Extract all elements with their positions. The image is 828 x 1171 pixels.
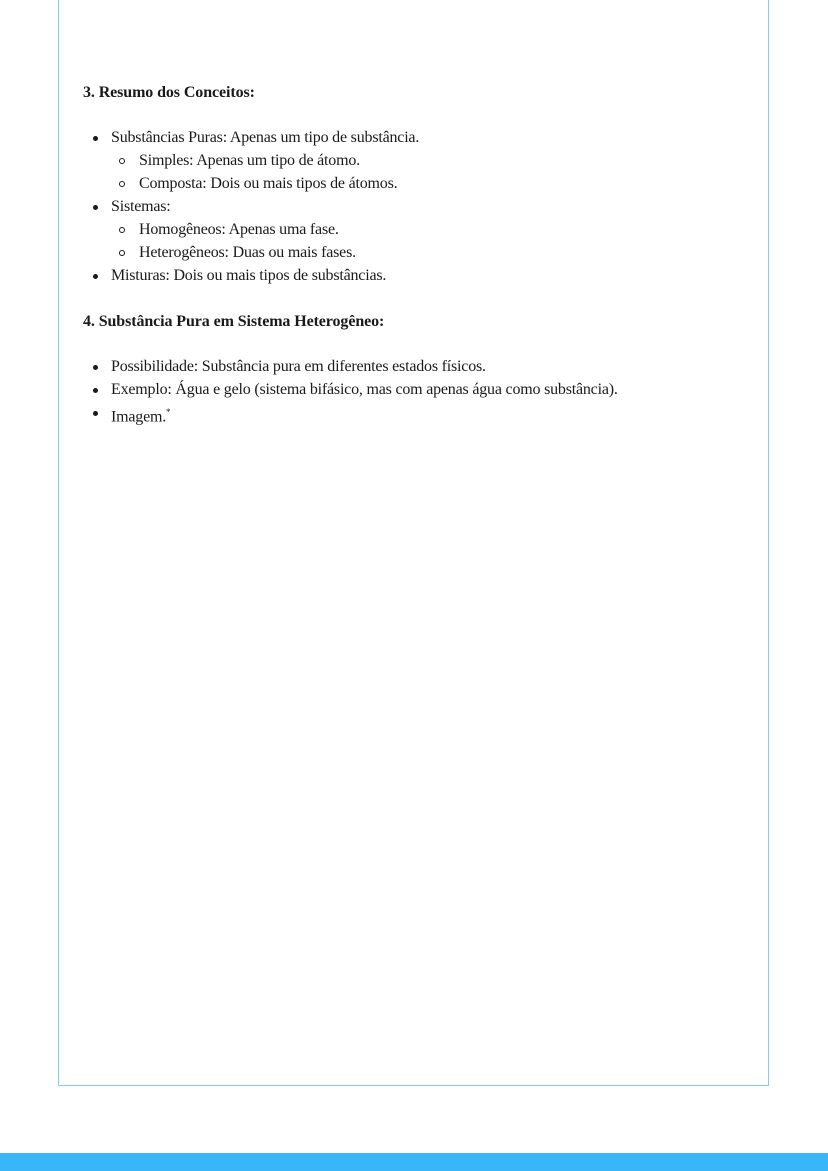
image-label: Imagem. xyxy=(111,408,167,426)
list-item: Possibilidade: Substância pura em diferentes estados físicos. xyxy=(83,355,763,378)
section-heading: 3. Resumo dos Conceitos: xyxy=(83,84,255,101)
examples-list xyxy=(83,355,763,428)
list-item: Sistemas: xyxy=(83,195,763,218)
section-resumo-conceitos xyxy=(83,81,763,287)
sub-list-item: Simples: Apenas um tipo de átomo. xyxy=(83,149,763,172)
section-heading: 4. Substância Pura em Sistema Heterogêneo: xyxy=(83,313,385,330)
sub-list-item: Heterogêneos: Duas ou mais fases. xyxy=(83,241,763,264)
sub-list-item: Homogêneos: Apenas uma fase. xyxy=(83,218,763,241)
sub-list-item: Composta: Dois ou mais tipos de átomos. xyxy=(83,172,763,195)
section-substancia-pura xyxy=(83,310,763,428)
list-item: Substâncias Puras: Apenas um tipo de substância. xyxy=(83,126,763,149)
list-item-image xyxy=(83,401,763,428)
bottom-bar xyxy=(0,1153,828,1171)
footnote-mark: * xyxy=(166,407,171,417)
list-item: Exemplo: Água e gelo (sistema bifásico, mas com apenas água como substância). xyxy=(83,378,763,401)
concepts-list xyxy=(83,126,763,287)
list-item: Misturas: Dois ou mais tipos de substâncias. xyxy=(83,264,763,287)
